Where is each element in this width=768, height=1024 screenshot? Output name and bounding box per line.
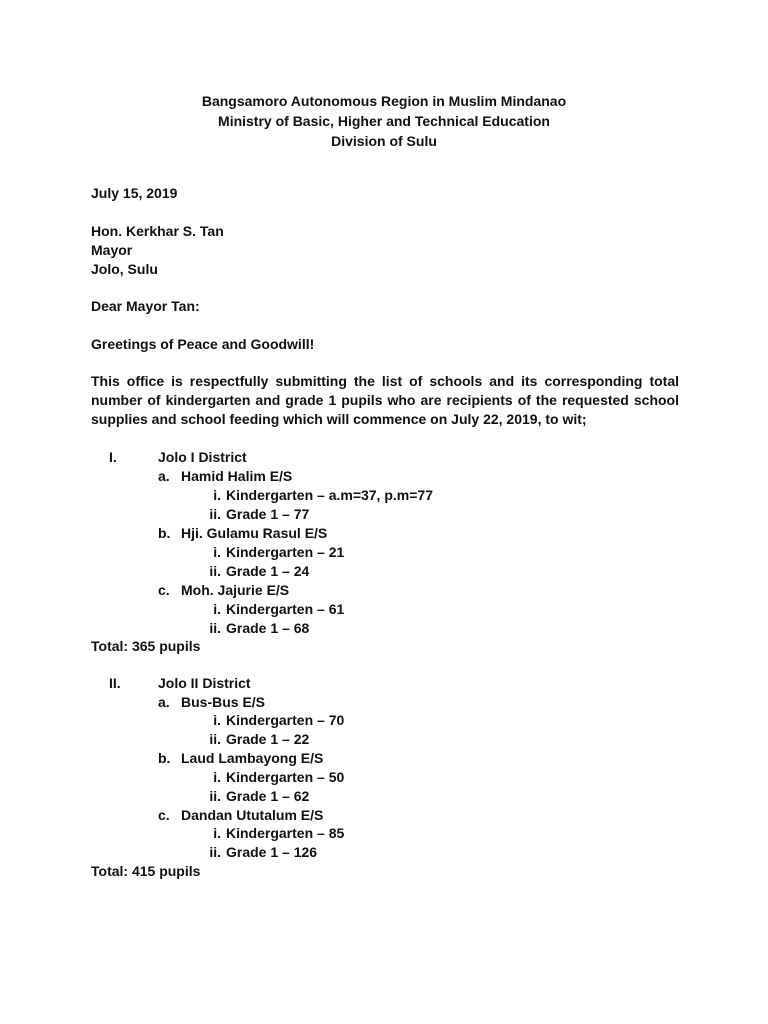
item-text: Kindergarten – 21: [226, 544, 345, 560]
item-text: Kindergarten – a.m=37, p.m=77: [226, 487, 433, 503]
school-marker: a.: [158, 694, 170, 710]
item-text: Grade 1 – 62: [226, 788, 310, 804]
letter-date: July 15, 2019: [91, 185, 178, 201]
district-name: Jolo I District: [158, 449, 247, 465]
greeting-block: [91, 335, 691, 354]
school-name: Dandan Ututalum E/S: [181, 807, 324, 823]
letterhead-region: Bangsamoro Autonomous Region in Muslim Mindanao: [201, 93, 567, 109]
item-marker: i.: [213, 825, 221, 841]
item-marker: ii.: [209, 620, 221, 636]
item-text: Grade 1 – 24: [226, 563, 310, 579]
item-marker: i.: [213, 712, 221, 728]
recipient-block: [91, 222, 691, 279]
letterhead: [0, 91, 768, 151]
item-text: Grade 1 – 77: [226, 506, 310, 522]
recipient-location: Jolo, Sulu: [91, 261, 158, 277]
school-marker: b.: [158, 750, 171, 766]
school-name: Laud Lambayong E/S: [181, 750, 324, 766]
letterhead-ministry: Ministry of Basic, Higher and Technical Education: [218, 113, 550, 129]
item-marker: i.: [213, 487, 221, 503]
recipient-name: Hon. Kerkhar S. Tan: [91, 223, 224, 239]
district-total: Total: 365 pupils: [91, 638, 201, 654]
item-marker: ii.: [209, 788, 221, 804]
school-name: Hji. Gulamu Rasul E/S: [181, 525, 328, 541]
item-marker: i.: [213, 601, 221, 617]
school-name: Bus-Bus E/S: [181, 694, 266, 710]
item-text: Kindergarten – 85: [226, 825, 345, 841]
school-marker: b.: [158, 525, 171, 541]
greeting: Greetings of Peace and Goodwill!: [91, 336, 315, 352]
salutation-block: [91, 297, 691, 316]
recipient-title: Mayor: [91, 242, 133, 258]
letterhead-division: Division of Sulu: [331, 133, 437, 149]
district-name: Jolo II District: [158, 675, 251, 691]
school-name: Moh. Jajurie E/S: [181, 582, 290, 598]
item-marker: ii.: [209, 731, 221, 747]
item-marker: i.: [213, 769, 221, 785]
school-marker: c.: [158, 807, 170, 823]
item-text: Grade 1 – 126: [226, 844, 318, 860]
item-marker: i.: [213, 544, 221, 560]
item-text: Kindergarten – 70: [226, 712, 345, 728]
item-text: Grade 1 – 22: [226, 731, 310, 747]
item-marker: ii.: [209, 563, 221, 579]
item-marker: ii.: [209, 506, 221, 522]
letter-date-block: [91, 184, 691, 203]
item-marker: ii.: [209, 844, 221, 860]
school-marker: a.: [158, 468, 170, 484]
school-marker: c.: [158, 582, 170, 598]
district-marker: I.: [109, 449, 117, 465]
school-name: Hamid Halim E/S: [181, 468, 293, 484]
district-total: Total: 415 pupils: [91, 863, 201, 879]
district-marker: II.: [109, 675, 121, 691]
item-text: Kindergarten – 61: [226, 601, 345, 617]
salutation: Dear Mayor Tan:: [91, 298, 200, 314]
intro-paragraph: This office is respectfully submitting the list of schools and its corresponding total number of kindergarten and grade 1 pupils who are recipients of the requested school supplies and school feeding which will commence on July 22, 2019, to wit;: [91, 373, 679, 427]
item-text: Grade 1 – 68: [226, 620, 310, 636]
item-text: Kindergarten – 50: [226, 769, 345, 785]
